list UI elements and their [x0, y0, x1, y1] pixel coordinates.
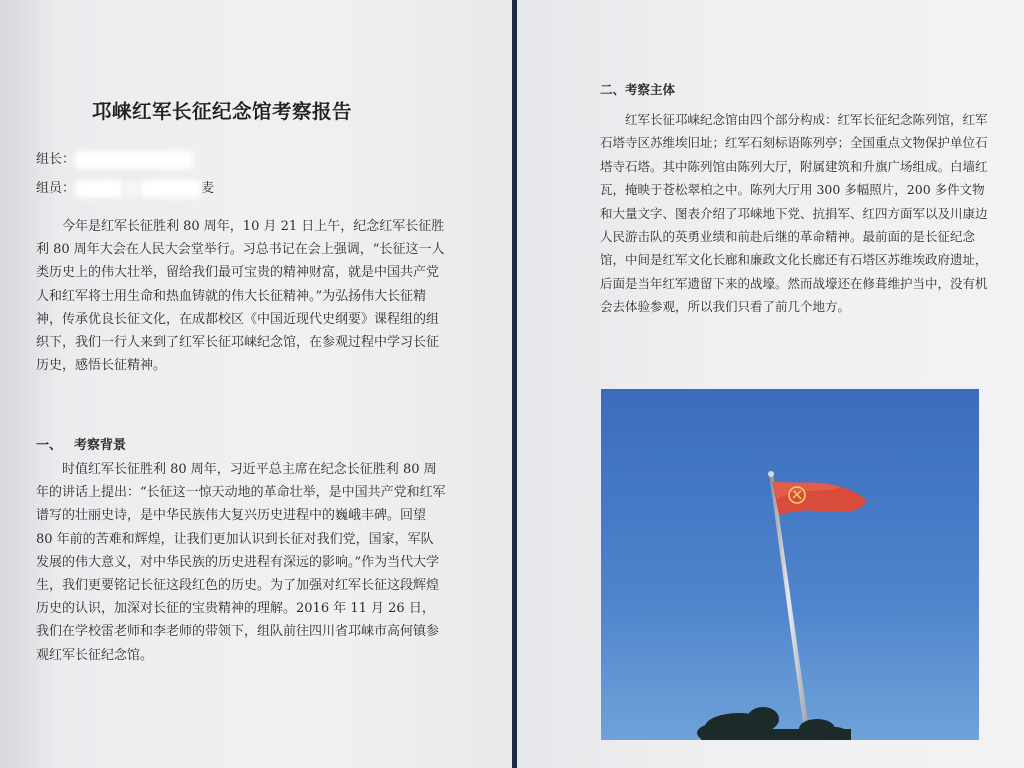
section-2-body: 红军长征邛崃纪念馆由四个部分构成：红军长征纪念陈列馆，红军石塔寺区苏维埃旧址；红军石刻标语陈列亭；全国重点文物保护单位石塔寺石塔。其中陈列馆由陈列大厅，附属建筑和升旗广场组成。白墙红瓦，掩映于苍松翠柏之中。陈列大厅用 300 多幅照片，200 多件文物和大量文字、图表介绍了邛崃地下党、抗捐军、红四方面军以及川康边人民游击队的英勇业绩和前赴后继的革命精神。最前面的是长征纪念馆，中间是红军文化长廊和廉政文化长廊还有石塔区苏维埃政府遗址，后面是当年红军遗留下来的战壕。然而战壕还在修葺维护当中，没有机会去体验参观，所以我们只看了前几个地方。	[600, 112, 988, 315]
section-1-heading	[36, 434, 126, 453]
redacted-member-1	[75, 180, 123, 198]
redacted-member-2	[141, 180, 201, 198]
group-members-line	[36, 177, 214, 198]
section-1-number: 一、	[36, 438, 63, 453]
sky	[601, 389, 979, 740]
section-1-title: 考察背景	[74, 438, 127, 453]
document-title: 邛崃红军长征纪念馆考察报告	[92, 100, 353, 123]
flag-photo-illustration	[601, 389, 979, 740]
redacted-member-gap	[125, 180, 139, 198]
flag-photo	[601, 389, 979, 740]
section-2-heading: 二、考察主体	[600, 82, 676, 97]
redacted-leader-name	[75, 151, 193, 169]
group-leader-line	[36, 148, 193, 169]
intro-paragraph: 今年是红军长征胜利 80 周年，10 月 21 日上午，纪念红军长征胜利 80 周年大会在人民大会堂举行。习总书记在会上强调，“长征这一人类历史上的伟大壮举，留给我们最可宝贵的精神财富，就是中国共产党人和红军将士用生命和热血铸就的伟大长征精神。”为弘扬伟大长征精神，传承优良长征文化，在成都校区《中国近现代史纲要》课程组的组织下，我们一行人来到了红军长征邛崃纪念馆，在参观过程中学习长征历史，感悟长征精神。	[36, 219, 445, 374]
member-name-partial: 麦	[201, 181, 215, 196]
pole-finial	[768, 471, 774, 477]
group-members-label: 组员：	[36, 181, 76, 196]
group-leader-label: 组长：	[36, 152, 76, 167]
section-1-body: 时值红军长征胜利 80 周年，习近平总主席在纪念长征胜利 80 周年的讲话上提出：“长征这一惊天动地的革命壮举，是中国共产党和红军谱写的壮丽史诗，是中华民族伟大复兴历史进程中的巍峨丰碑。回望 80 年前的苦难和辉煌，让我们更加认识到长征对我们党，国家，军队发展的伟大意义，对中华民族的历史进程有深远的影响。”作为当代大学生，我们更要铭记长征这段红色的历史。为了加强对红军长征这段辉煌历史的认识，加深对长征的宝贵精神的理解。2016 年 11 月 26 日，我们在学校雷老师和李老师的带领下，组队前往四川省邛崃市高何镇参观红军长征纪念馆。	[36, 462, 446, 663]
